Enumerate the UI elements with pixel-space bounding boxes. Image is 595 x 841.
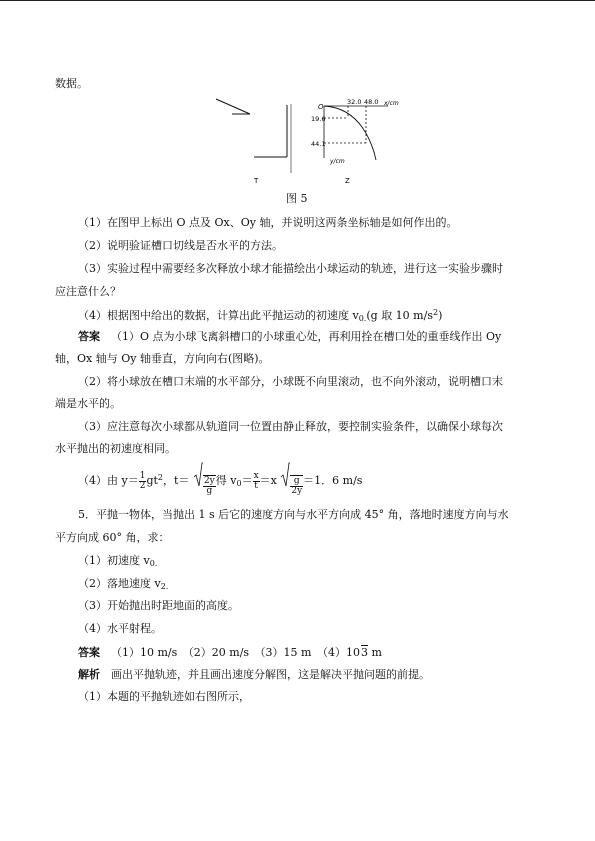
answer2-text: （1）10 m/s （2）20 m/s （3）15 m （4）10 xyxy=(111,646,360,659)
y-axis-label: y/cm xyxy=(330,158,345,165)
problem5-sub2 xyxy=(78,577,168,594)
sqrt-1 xyxy=(193,462,216,500)
question-3-line1: （3）实验过程中需要经多次释放小球才能描绘出小球运动的轨迹，进行这一实验步骤时 xyxy=(78,262,503,275)
answer1-a2-line2: 端是水平的。 xyxy=(55,397,121,410)
problem5-sub1-text: （1）初速度 v xyxy=(78,554,150,567)
question-3-line2: 应注意什么？ xyxy=(55,285,121,298)
a4-result: ＝1．6 m/s xyxy=(303,474,363,487)
trajectory-graph xyxy=(324,106,388,160)
answer2-sqrt-arg: 3 xyxy=(360,646,368,659)
answer1-line1 xyxy=(78,330,501,344)
answer1-a3-line2: 水平抛出的初速度相同。 xyxy=(55,442,176,455)
x-tick-1: 32.0 xyxy=(347,98,362,106)
question-2: （2）说明验证槽口切线是否水平的方法。 xyxy=(78,239,283,252)
analysis-text: 画出平抛轨迹，并且画出速度分解图，这是解决平抛问题的前提。 xyxy=(111,668,430,681)
y-tick-2: 44.1 xyxy=(311,140,326,148)
y-tick-1: 19.6 xyxy=(311,115,326,123)
problem5-sub1-sub: 0. xyxy=(149,559,158,568)
analysis-line1 xyxy=(78,668,430,682)
problem5-sub1 xyxy=(78,554,157,571)
question-4-end: ) xyxy=(438,309,443,322)
label-t: T xyxy=(254,177,259,185)
frac-xt xyxy=(253,472,260,491)
figure-caption: 图 5 xyxy=(286,192,308,205)
question-4-sup: 2 xyxy=(432,308,439,317)
question-4-main: （4）根据图中给出的数据，计算出此平抛运动的初速度 v xyxy=(78,309,359,322)
frac-xt-num: x xyxy=(253,470,259,481)
sqrt-2 xyxy=(280,462,303,500)
a4-eq: ＝ xyxy=(241,474,253,487)
figure-5 xyxy=(210,96,410,188)
analysis-line2: （1）本题的平抛轨迹如右图所示， xyxy=(78,690,250,703)
frac-half-den: 2 xyxy=(139,480,146,491)
a4-t: ，t＝ xyxy=(163,474,190,487)
answer1-a1-line1: （1）O 点为小球飞离斜槽口的小球重心处，再利用拴在槽口处的重垂线作出 Oy xyxy=(111,330,502,343)
problem5-line1: 5．平抛一物体，当抛出 1 s 后它的速度方向与水平方向成 45° 角，落地时速度方向与水 xyxy=(78,508,509,521)
answer1-a2-line1: （2）将小球放在槽口末端的水平部分，小球既不向里滚动，也不向外滚动，说明槽口末 xyxy=(78,375,503,388)
x-axis-label: x/cm xyxy=(384,100,399,107)
x-tick-2: 48.0 xyxy=(364,98,379,106)
problem5-sub3: （3）开始抛出时距地面的高度。 xyxy=(78,599,239,612)
problem5-sub2-sub: 2. xyxy=(160,582,169,591)
label-z: Z xyxy=(345,177,350,185)
analysis-label: 解析 xyxy=(78,668,100,681)
a4-prefix: （4）由 y＝ xyxy=(78,474,139,487)
answer2-label: 答案 xyxy=(78,646,100,659)
problem5-line2: 平方向成 60° 角，求： xyxy=(55,531,170,544)
frac-xt-den: t xyxy=(254,480,258,491)
chute-apparatus xyxy=(216,99,287,157)
frac-half-num: 1 xyxy=(139,470,146,481)
a4-eqx: ＝x xyxy=(259,474,277,487)
answer1-a4-formula xyxy=(78,462,363,496)
sqrt-2-num: g xyxy=(290,477,303,487)
question-1: （1）在图甲上标出 O 点及 Ox、Oy 轴，并说明这两条坐标轴是如何作出的。 xyxy=(78,216,458,229)
origin-label: O xyxy=(318,103,324,111)
question-4-tail: (g 取 10 m/s xyxy=(366,309,433,322)
a4-gt-sup: 2 xyxy=(157,473,164,482)
answer1-a1-line2: 轴，Ox 轴与 Oy 轴垂直，方向向右(图略)。 xyxy=(55,352,270,365)
answer1-a3-line1: （3）应注意每次小球都从轨道同一位置由静止释放，要控制实验条件，以确保小球每次 xyxy=(78,420,503,433)
sqrt-1-den: g xyxy=(206,485,213,496)
answer2-line xyxy=(78,645,382,660)
a4-de-sub: 0 xyxy=(236,479,242,488)
problem5-sub2-text: （2）落地速度 v xyxy=(78,577,161,590)
sqrt-1-num: 2y xyxy=(203,475,215,486)
answer2-sqrt xyxy=(361,645,368,660)
intro-text: 数据。 xyxy=(55,77,88,90)
problem5-sub4: （4）水平射程。 xyxy=(78,622,162,635)
answer-label: 答案 xyxy=(78,330,100,343)
answer2-unit: m xyxy=(367,646,382,659)
a4-gt: gt xyxy=(146,474,158,487)
question-4-sub: 0. xyxy=(358,314,367,323)
sqrt-2-den: 2y xyxy=(291,485,303,496)
question-4 xyxy=(78,306,442,326)
a4-de: 得 v xyxy=(215,474,237,487)
top-rule xyxy=(0,0,595,1)
